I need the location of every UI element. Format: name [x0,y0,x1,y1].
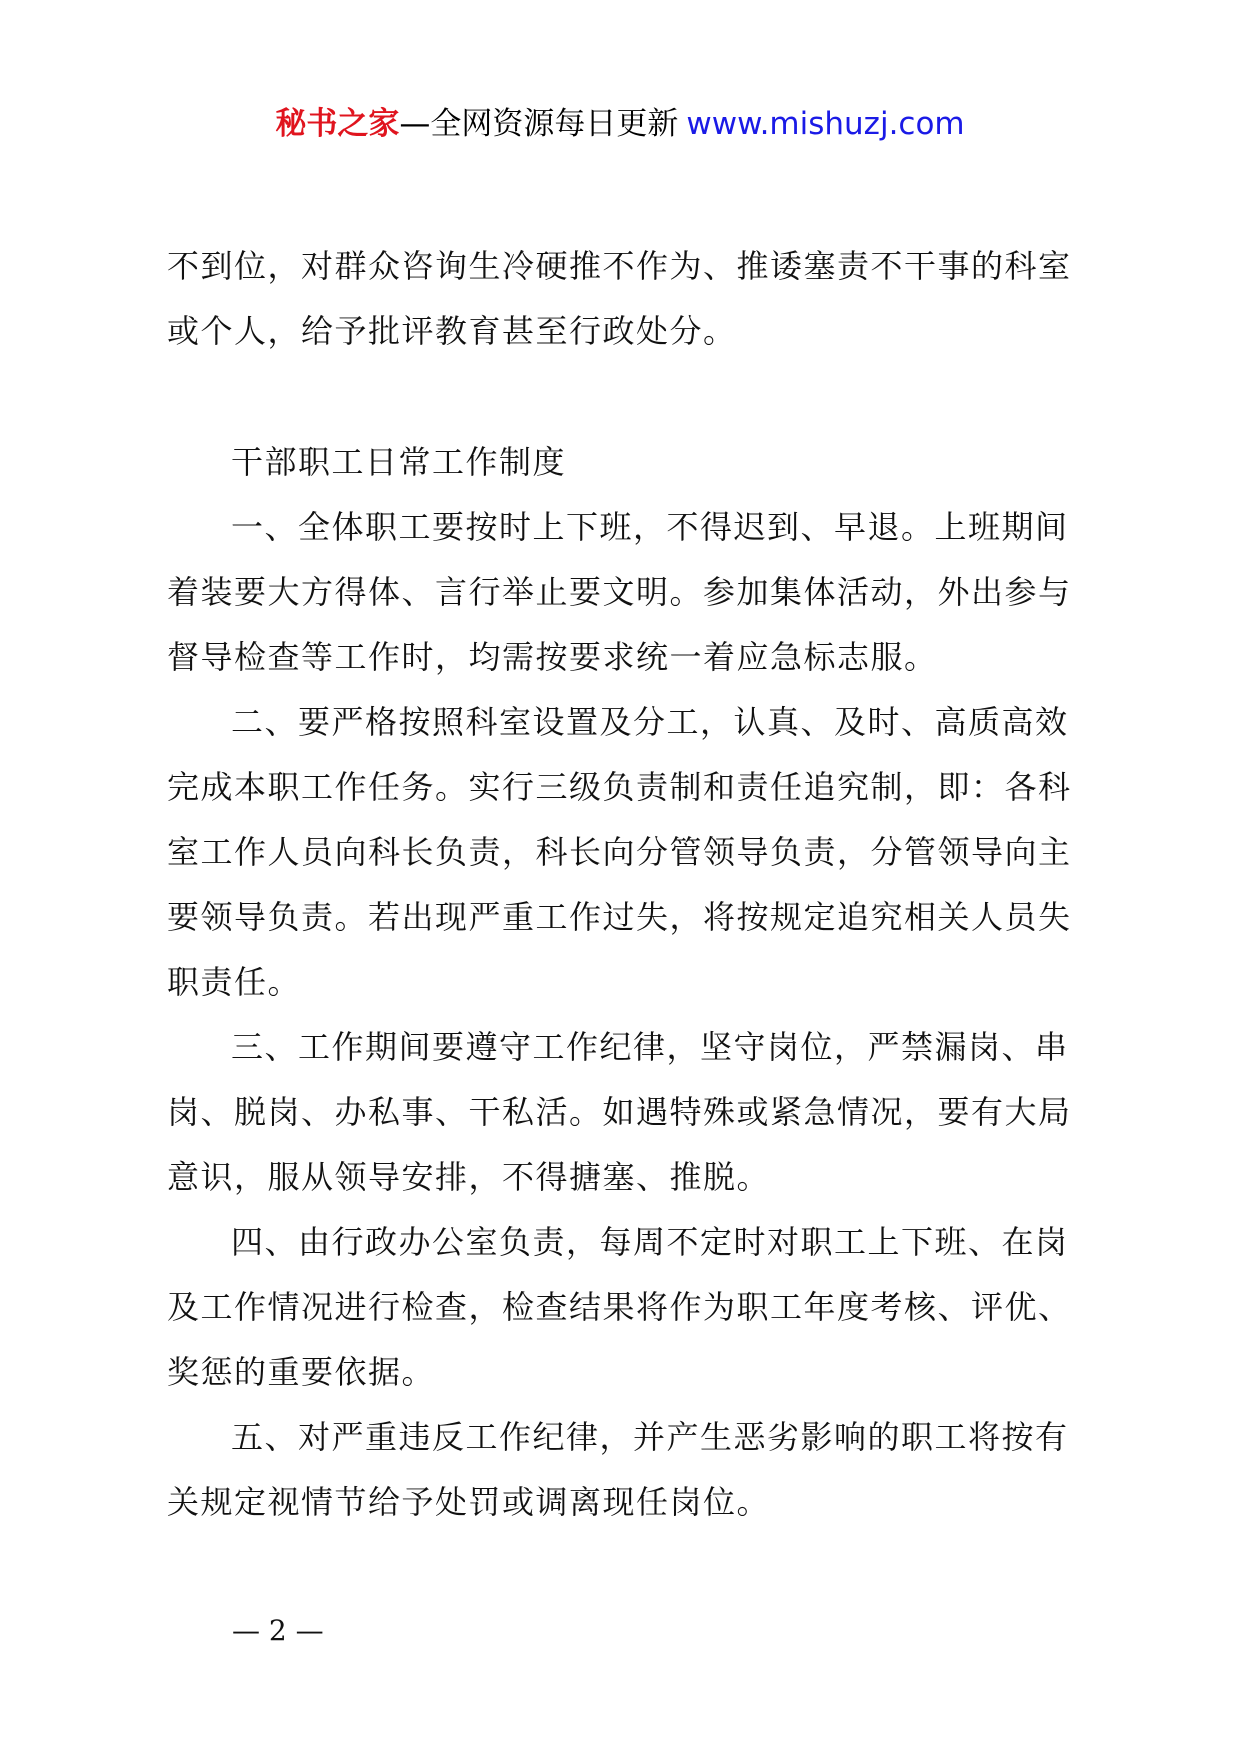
page-number: — 2 — [232,1614,324,1647]
main-content [167,430,1087,1535]
paragraph-2: 二、要严格按照科室设置及分工，认真、及时、高质高效完成本职工作任务。实行三级负责制和责任追究制，即：各科室工作人员向科长负责，科长向分管领导负责，分管领导向主要领导负责。若出现严重工作过失，将按规定追究相关人员失职责任。 [167,703,1072,1001]
paragraph-1: 一、全体职工要按时上下班，不得迟到、早退。上班期间着装要大方得体、言行举止要文明。参加集体活动，外出参与督导检查等工作时，均需按要求统一着应急标志服。 [167,508,1072,676]
site-brand: 秘书之家 [275,106,400,142]
site-header [0,98,1240,150]
paragraph-5: 五、对严重违反工作纪律，并产生恶劣影响的职工将按有关规定视情节给予处罚或调离现任岗位。 [167,1418,1069,1521]
paragraph-3: 三、工作期间要遵守工作纪律，坚守岗位，严禁漏岗、串岗、脱岗、办私事、干私活。如遇特殊或紧急情况，要有大局意识，服从领导安排，不得搪塞、推脱。 [167,1028,1072,1196]
site-slogan: —全网资源每日更新 [399,106,679,142]
continuation-paragraph: 不到位，对群众咨询生冷硬推不作为、推诿塞责不干事的科室或个人，给予批评教育甚至行政处分。 [167,247,1072,350]
continuation-block [167,234,1087,364]
section-title: 干部职工日常工作制度 [231,443,567,481]
paragraph-4: 四、由行政办公室负责，每周不定时对职工上下班、在岗及工作情况进行检查，检查结果将作为职工年度考核、评优、奖惩的重要依据。 [167,1223,1072,1391]
site-url-link[interactable]: www.mishuzj.com [686,106,965,142]
